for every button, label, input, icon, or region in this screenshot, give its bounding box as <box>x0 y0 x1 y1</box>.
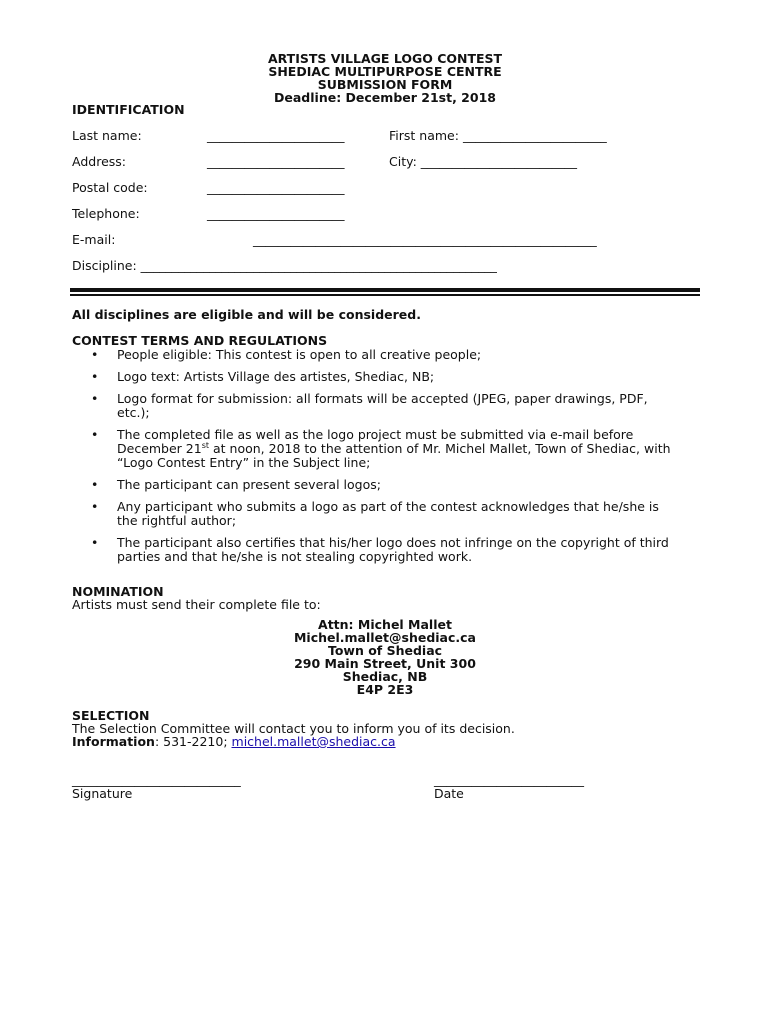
signature-label: Signature <box>72 786 133 801</box>
nomination-heading: NOMINATION <box>72 584 164 599</box>
telephone-label: Telephone: <box>72 206 140 221</box>
last-name-field[interactable]: ______________________ <box>207 128 345 143</box>
terms-heading: CONTEST TERMS AND REGULATIONS <box>72 333 328 348</box>
city-row <box>389 155 577 169</box>
city-label: City: <box>389 154 417 169</box>
form-header <box>0 52 770 104</box>
information-email-link[interactable]: michel.mallet@shediac.ca <box>231 734 396 749</box>
first-name-label: First name: <box>389 128 459 143</box>
discipline-label: Discipline: <box>72 258 137 273</box>
contact-email: Michel.mallet@shediac.ca <box>293 630 476 645</box>
deadline: Deadline: December 21st, 2018 <box>274 90 496 105</box>
first-name-row <box>389 129 607 143</box>
bullet-icon: • <box>91 369 99 384</box>
bullet-icon: • <box>91 477 99 492</box>
bullet-icon: • <box>91 391 99 406</box>
information-line <box>72 735 396 749</box>
discipline-row <box>72 259 497 273</box>
org-line: Town of Shediac <box>327 643 443 658</box>
bullet-icon: • <box>91 499 99 514</box>
list-item: • People eligible: This contest is open to all creative people; <box>91 347 482 362</box>
street-line: 290 Main Street, Unit 300 <box>294 656 476 671</box>
date-label: Date <box>434 786 464 801</box>
bullet-icon: • <box>91 427 99 442</box>
information-phone: : 531-2210; <box>154 734 232 749</box>
postal-code-label: Postal code: <box>72 180 148 195</box>
city-field[interactable]: _________________________ <box>420 154 578 169</box>
selection-text: The Selection Committee will contact you to inform you of its decision. <box>72 721 515 736</box>
telephone-field[interactable]: ______________________ <box>207 206 345 221</box>
mailing-address <box>0 618 770 696</box>
list-item: • Logo format for submission: all formats will be accepted (JPEG, paper drawings, PDF, etc.); <box>91 391 648 420</box>
postal-line: E4P 2E3 <box>356 682 414 697</box>
section-divider-thin <box>70 294 700 296</box>
section-divider-thick <box>70 288 700 292</box>
list-item: • The participant can present several logos; <box>91 477 381 492</box>
centre-name: SHEDIAC MULTIPURPOSE CENTRE <box>268 64 502 79</box>
bullet-icon: • <box>91 535 99 550</box>
address-label: Address: <box>72 154 126 169</box>
nomination-text: Artists must send their complete file to: <box>72 597 321 612</box>
contest-title: ARTISTS VILLAGE LOGO CONTEST <box>267 51 503 66</box>
form-title: SUBMISSION FORM <box>317 77 453 92</box>
first-name-field[interactable]: _______________________ <box>462 128 607 143</box>
bullet-icon: • <box>91 347 99 362</box>
terms-list <box>72 348 712 572</box>
list-item: • The participant also certifies that his/her logo does not infringe on the copyright of third parties and that he/she is not stealing copyrighted work. <box>91 535 669 564</box>
eligibility-note: All disciplines are eligible and will be considered. <box>72 307 421 322</box>
city-line: Shediac, NB <box>342 669 428 684</box>
email-field[interactable]: _______________________________________________________ <box>253 232 597 247</box>
discipline-field[interactable]: _________________________________________________________ <box>140 258 497 273</box>
email-label: E-mail: <box>72 232 116 247</box>
information-label: Information <box>72 734 155 749</box>
postal-code-field[interactable]: ______________________ <box>207 180 345 195</box>
list-item: • Logo text: Artists Village des artistes, Shediac, NB; <box>91 369 435 384</box>
address-field[interactable]: ______________________ <box>207 154 345 169</box>
list-item: • Any participant who submits a logo as part of the contest acknowledges that he/she is the rightful author; <box>91 499 659 528</box>
selection-heading: SELECTION <box>72 708 150 723</box>
date-field[interactable]: ________________________ <box>434 772 584 787</box>
attn-line: Attn: Michel Mallet <box>318 617 452 632</box>
signature-field[interactable]: ___________________________ <box>72 772 241 787</box>
list-item: • The completed file as well as the logo project must be submitted via e-mail before December 21st at noon, 2018 to the attention of Mr. Michel Mallet, Town of Shediac, with “Logo Contest Entry” in the Subject line; <box>91 427 671 470</box>
last-name-label: Last name: <box>72 128 142 143</box>
identification-heading: IDENTIFICATION <box>72 102 185 117</box>
